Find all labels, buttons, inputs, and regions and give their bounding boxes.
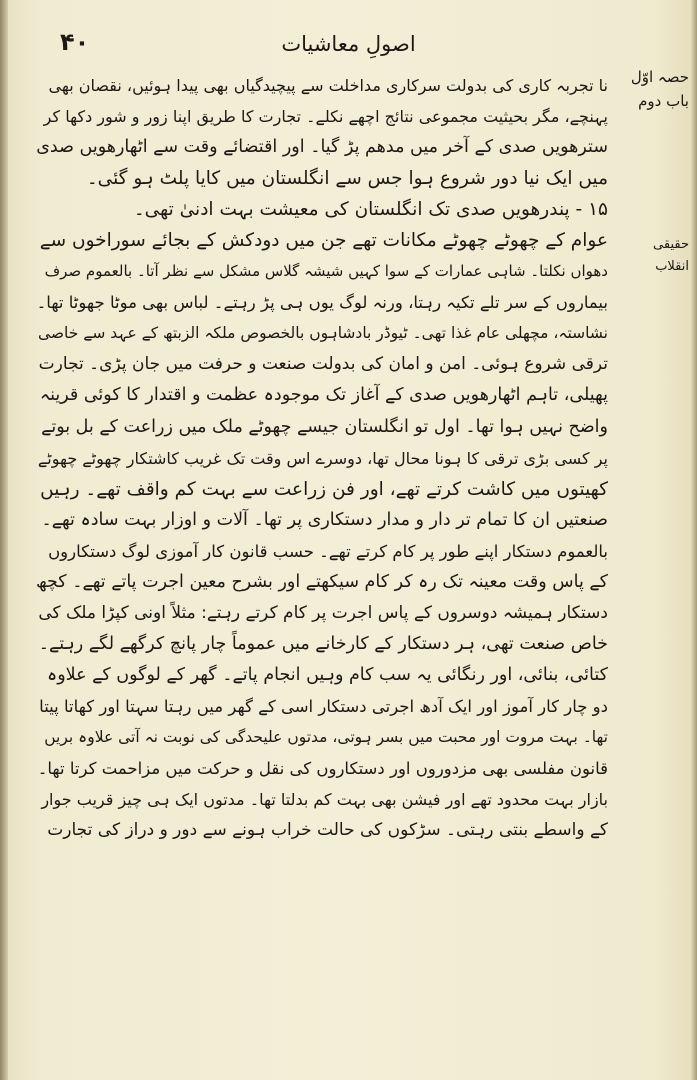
text-line: نشاستہ، مچھلی عام غذا تھی۔ ٹیوڈر بادشاہوں بالخصوص ملکہ الزبتھ کے عہد سے خاصی: [37, 324, 608, 343]
body-text: [34, 70, 608, 846]
text-line: پہنچے، مگر بحیثیت مجموعی نتائج اچھے نکلے۔ تجارت کا طریق اپنا زور و شور دکھا کر: [43, 107, 608, 127]
text-line: سترھویں صدی کے آخر میں مدھم پڑ گیا۔ اور اقتضائے وقت سے اٹھارھویں صدی: [36, 137, 608, 158]
margin-note-heading: حقیقی انقلاب: [653, 237, 689, 274]
text-line: میں ایک نیا دور شروع ہوا جس سے انگلستان میں کایا پلٹ ہو گئی۔: [86, 168, 608, 190]
text-line: قانون مفلسی بھی مزدوروں اور دستکاروں کی نقل و حرکت میں مزاحمت کرتا تھا۔: [37, 759, 608, 779]
text-line: تھا۔ بہت مروت اور محبت میں بسر ہوتی، مدتوں علیحدگی کی نوبت نہ آتی علاوہ بریں: [44, 727, 608, 746]
text-line: کھیتوں میں کاشت کرتے تھے، اور فن زراعت سے بہت کم واقف تھے۔ رہیں: [40, 478, 608, 500]
text-line: عوام کے چھوٹے چھوٹے مکانات تھے جن میں دودکش کے بجائے سوراخوں سے: [39, 230, 608, 252]
running-title: اصولِ معاشیات: [281, 32, 416, 56]
text-line: کے واسطے بنتی رہتی۔ سڑکوں کی حالت خراب ہونے سے دور و دراز کی تجارت: [47, 820, 608, 841]
text-line: صنعتیں ان کا تمام تر دار و مدار دستکاری پر تھا۔ آلات و اوزار بہت سادہ تھے۔: [41, 509, 608, 530]
text-line: بازار بہت محدود تھے اور فیشن بھی بہت کم بدلتا تھا۔ مدتوں ایک ہی چیز قریب جوار: [41, 790, 608, 810]
page-number: ۴۰: [60, 28, 90, 56]
page-right-edge: [691, 0, 697, 1080]
text-line: پر کسی بڑی ترقی کا ہونا محال تھا، دوسرے اس وقت تک غریب کاشتکار چھوٹے چھوٹے: [37, 448, 608, 468]
margin-note-part: حصہ اوّل: [630, 68, 689, 86]
text-line: خاص صنعت تھی، ہر دستکار کے کارخانے میں عموماً چار پانچ کرگھے لگے رہتے۔: [38, 633, 608, 654]
text-line: دستکار ہمیشہ دوسروں کے پاس اجرت پر کام کرتے رہتے: مثلاً اونی کپڑا ملک کی: [38, 602, 608, 623]
text-line: پھیلی، تاہم اٹھارھویں صدی کے آغاز تک موجودہ عظمت و اقتدار کا کوئی قرینہ: [39, 385, 608, 406]
text-line: واضح نہیں ہوا تھا۔ اول تو انگلستان جیسے چھوٹے ملک میں زراعت کے بل بوتے: [41, 416, 608, 437]
page-header: [40, 14, 657, 58]
text-line: بیماروں کے سر تلے تکیہ رہتا، ورنہ لوگ یوں ہی پڑ رہتے۔ لباس بھی موٹا جھوٹا تھا۔: [36, 293, 608, 313]
text-line: دو چار کار آموز اور ایک آدھ اجرتی دستکار اسی کے گھر میں رہتا سہتا اور کھاتا پیتا: [39, 696, 608, 716]
text-line: کے پاس وقت معینہ تک رہ کر کام سیکھتے اور بشرح معین اجرت پاتے تھے۔ کچھ: [35, 571, 608, 592]
text-line: ۱۵ - پندرھویں صدی تک انگلستان کی معیشت بہت ادنیٰ تھی۔: [133, 199, 608, 221]
page-left-edge: [0, 0, 8, 1080]
text-line: بالعموم دستکار اپنے طور پر کام کرتے تھے۔ حسب قانون کار آموزی لوگ دستکاروں: [48, 541, 608, 561]
text-line: دھواں نکلتا۔ شاہی عمارات کے سوا کہیں شیشہ گلاس مشکل سے نظر آتا۔ بالعموم صرف: [44, 262, 608, 281]
margin-note-chapter: باب دوم: [638, 92, 689, 110]
text-line: کتائی، بنائی، اور رنگائی یہ سب کام وہیں انجام پاتے۔ گھر کے لوگوں کے علاوہ: [46, 664, 608, 685]
text-line: نا تجربہ کاری کی بدولت سرکاری مداخلت سے پیچیدگیاں بھی پیدا ہوئیں، نقصان بھی: [48, 76, 608, 95]
text-line: ترقی شروع ہوئی۔ امن و امان کی بدولت صنعت و حرفت میں جان پڑی۔ تجارت: [38, 354, 608, 375]
